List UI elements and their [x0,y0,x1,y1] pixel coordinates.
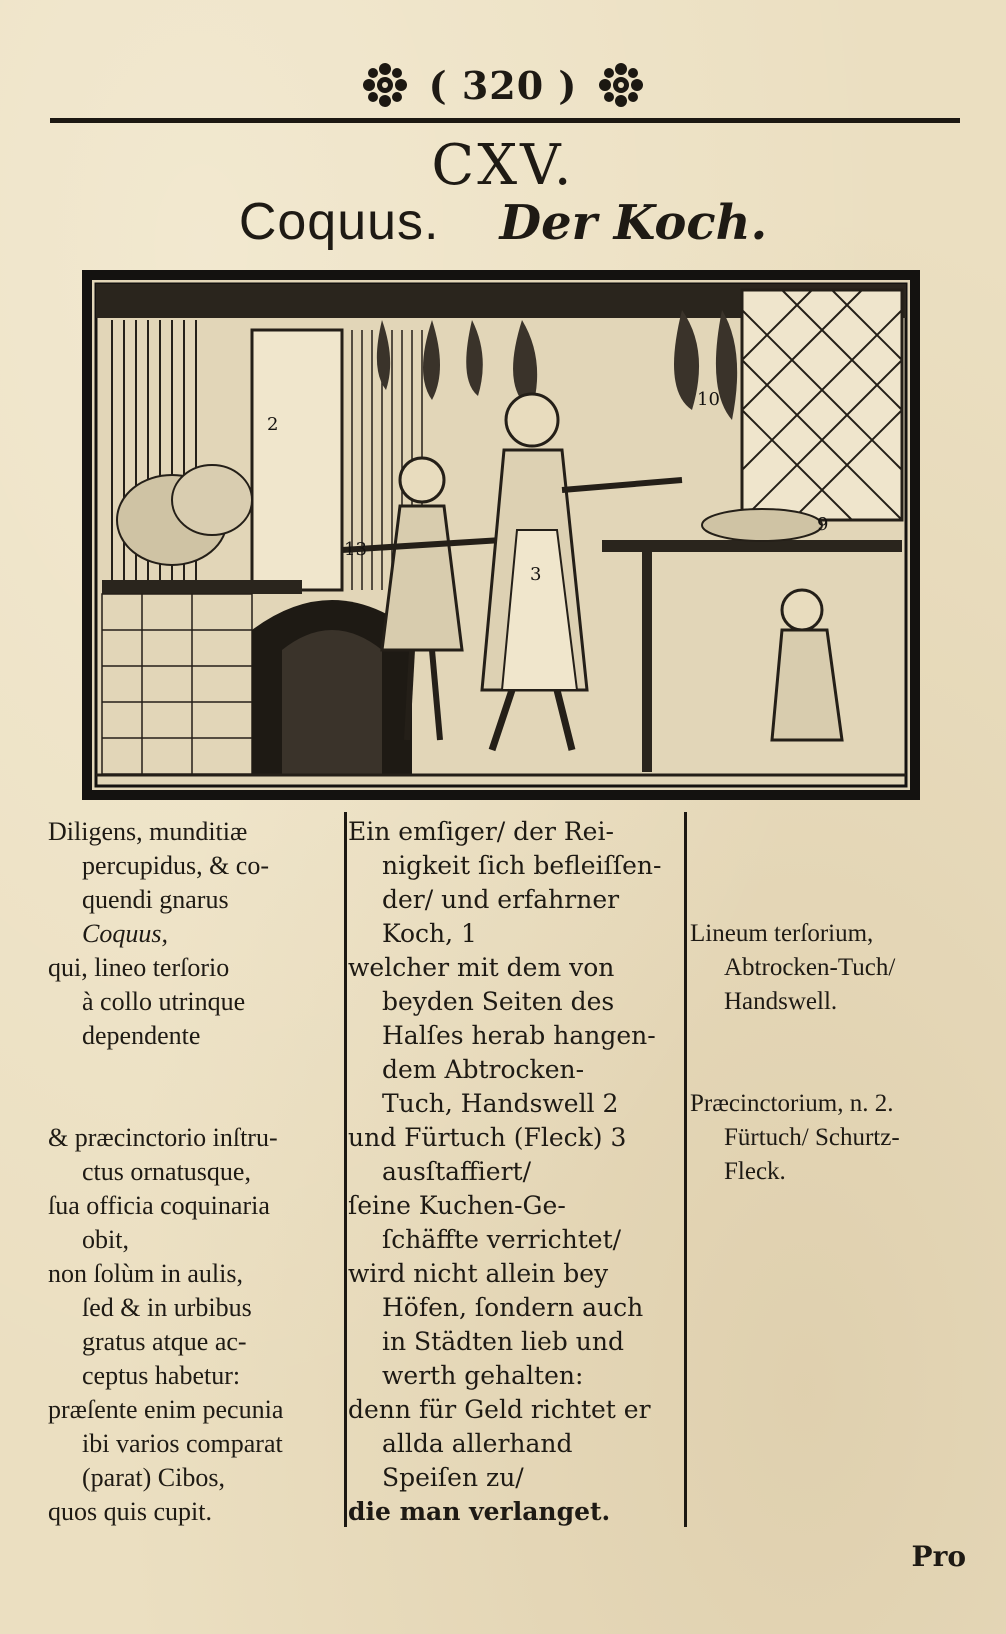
spacer [690,1019,990,1087]
spacer [48,1087,338,1121]
latin-line: Diligens, munditiæ [48,817,248,846]
kitchen-scene-image [82,270,920,800]
german-line: Ein emſiger/ der Rei- [348,817,614,846]
label-9: 9 [817,514,829,535]
german-line: in Städten lieb und [382,1327,624,1356]
latin-line: percupidus, & co- [82,851,270,880]
german-line: wird nicht allein bey [348,1259,609,1288]
latin-line: ctus ornatusque, [82,1157,251,1186]
german-line: der/ und erfahrner [382,885,620,914]
column-divider-right [684,812,687,1527]
spacer [690,815,990,917]
note-latin-term: Præcinctorium, n. 2. [690,1090,894,1117]
latin-line: (parat) Cibos, [82,1463,225,1492]
german-line: die man verlanget. [348,1497,611,1526]
german-text-column [348,815,683,1529]
latin-line: quos quis cupit. [48,1497,212,1526]
latin-line: dependente [82,1021,201,1050]
note-german-term: Fürtuch/ Schurtz- [724,1124,900,1151]
german-line: Tuch, Handswell 2 [382,1089,619,1118]
german-line: denn für Geld richtet er [348,1395,651,1424]
note-german-term: Handswell. [724,988,838,1015]
latin-line: qui, lineo terſorio [48,953,230,982]
german-line: werth gehalten: [382,1361,584,1390]
latin-line: & præcinctorio inſtru- [48,1123,278,1152]
german-line: und Fürtuch (Fleck) 3 [348,1123,627,1152]
german-line: ſeine Kuchen-Ge- [348,1191,566,1220]
german-line: nigkeit ſich befleiſſen- [382,851,662,880]
latin-text-column [48,815,338,1529]
notes-column [690,815,990,1189]
latin-line: à collo utrinque [82,987,246,1016]
latin-line: ibi varios comparat [82,1429,283,1458]
german-line: welcher mit dem von [348,953,615,982]
label-2: 2 [267,414,279,435]
latin-line: ceptus habetur: [82,1361,241,1390]
column-divider-left [344,812,347,1527]
german-line: beyden Seiten des [382,987,615,1016]
woodcut-illustration [82,270,920,800]
note-latin-term: Lineum terſorium, [690,920,874,947]
latin-line: ſua officia coquinaria [48,1191,270,1220]
label-10: 10 [697,389,720,410]
german-line: ausſtaffiert/ [382,1157,532,1186]
fleuron-right-icon [599,63,643,107]
latin-line: Coquus, [82,919,168,948]
title-latin: Coquus. [238,193,440,251]
german-line: Koch, 1 [382,919,477,948]
latin-line: non ſolùm in aulis, [48,1259,243,1288]
title-german: Der Koch. [499,195,768,251]
german-line: Speiſen zu/ [382,1463,524,1492]
note-german-term: Fleck. [724,1158,786,1185]
label-13: 13 [344,539,367,560]
note-german-term: Abtrocken-Tuch/ [724,954,896,981]
latin-line: ſed & in urbibus [82,1293,252,1322]
german-line: ſchäffte verrichtet/ [382,1225,622,1254]
german-line: Halſes herab hangen- [382,1021,656,1050]
page-header [0,55,1006,115]
label-3: 3 [530,564,542,585]
header-rule [50,118,960,123]
latin-line: præſente enim pecunia [48,1395,284,1424]
catchword: Pro [911,1540,966,1573]
fleuron-left-icon [363,63,407,107]
spacer [48,1053,338,1087]
chapter-numeral: CXV. [431,133,575,198]
german-line: Höfen, ſondern auch [382,1293,644,1322]
latin-line: quendi gnarus [82,885,229,914]
latin-line: obit, [82,1225,129,1254]
latin-line: gratus atque ac- [82,1327,247,1356]
german-line: dem Abtrocken- [382,1055,585,1084]
german-line: allda allerhand [382,1429,573,1458]
chapter-title [0,192,1006,252]
page-number: ( 320 ) [428,62,578,108]
